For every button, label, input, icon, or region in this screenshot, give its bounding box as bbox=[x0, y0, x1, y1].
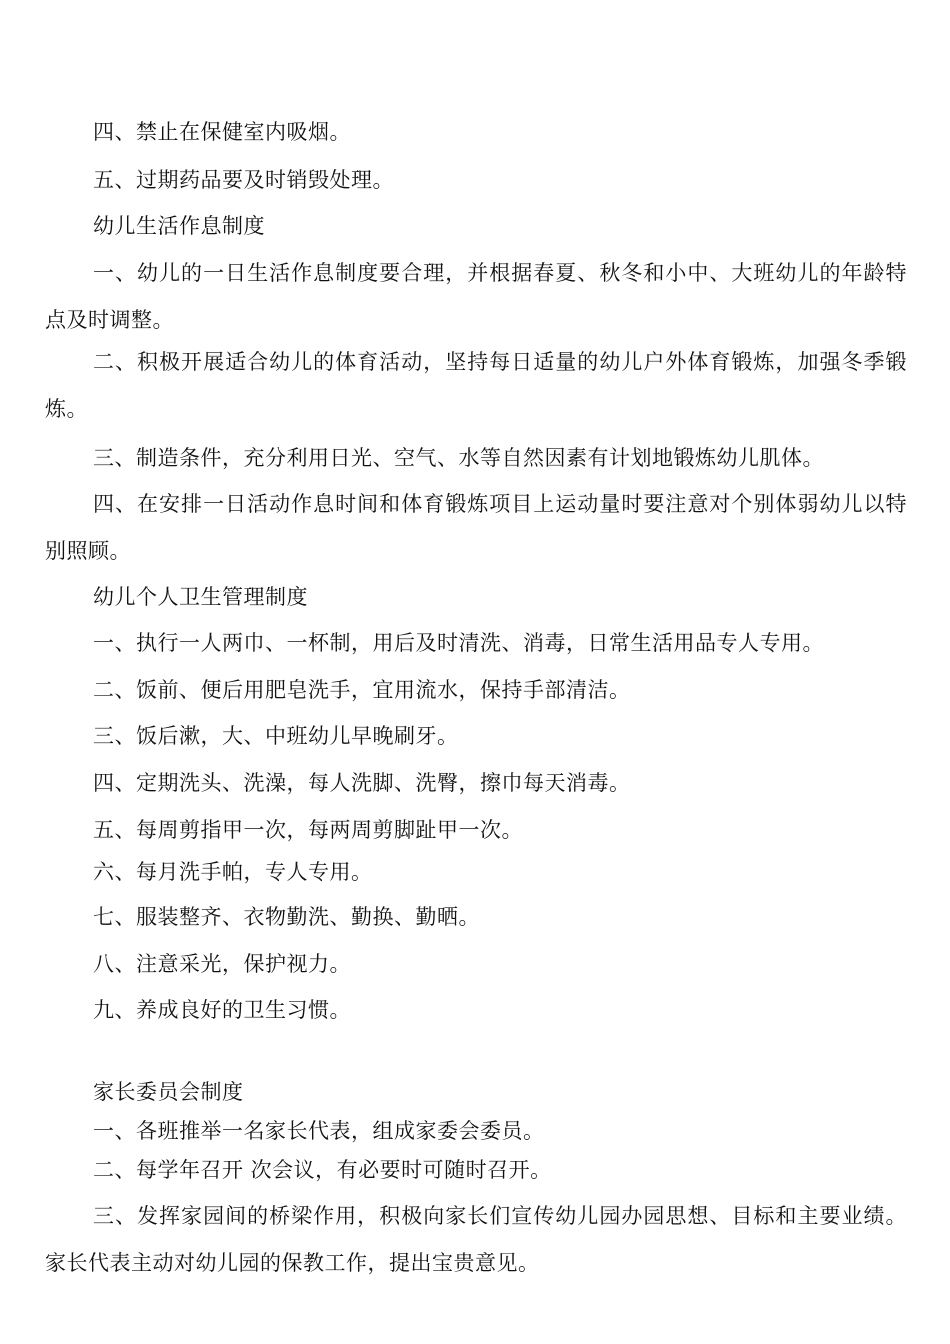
paragraph: 四、禁止在保健室内吸烟。 bbox=[93, 120, 351, 144]
paragraph: 二、积极开展适合幼儿的体育活动，坚持每日适量的幼儿户外体育锻炼，加强冬季锻炼。 bbox=[45, 350, 907, 421]
paragraph: 六、每月洗手帕，专人专用。 bbox=[93, 860, 373, 884]
paragraph: 九、养成良好的卫生习惯。 bbox=[93, 998, 351, 1022]
paragraph: 四、在安排一日活动作息时间和体育锻炼项目上运动量时要注意对个别体弱幼儿以特别照顾。 bbox=[45, 492, 907, 563]
paragraph: 二、饭前、便后用肥皂洗手，宜用流水，保持手部清洁。 bbox=[93, 678, 631, 702]
paragraph: 三、制造条件，充分利用日光、空气、水等自然因素有计划地锻炼幼儿肌体。 bbox=[93, 446, 824, 470]
paragraph: 二、每学年召开 次会议，有必要时可随时召开。 bbox=[93, 1158, 552, 1182]
paragraph: 五、每周剪指甲一次，每两周剪脚趾甲一次。 bbox=[93, 818, 523, 842]
section-heading: 幼儿个人卫生管理制度 bbox=[93, 585, 308, 609]
paragraph: 五、过期药品要及时销毁处理。 bbox=[93, 168, 394, 192]
paragraph: 三、发挥家园间的桥梁作用，积极向家长们宣传幼儿园办园思想、目标和主要业绩。家长代表主动对幼儿园的保教工作，提出宝贵意见。 bbox=[45, 1204, 907, 1275]
section-heading: 家长委员会制度 bbox=[93, 1080, 244, 1104]
paragraph: 七、服装整齐、衣物勤洗、勤换、勤晒。 bbox=[93, 905, 480, 929]
paragraph: 三、饭后漱，大、中班幼儿早晚刷牙。 bbox=[93, 724, 459, 748]
paragraph: 八、注意采光，保护视力。 bbox=[93, 952, 351, 976]
paragraph: 四、定期洗头、洗澡，每人洗脚、洗臀，擦巾每天消毒。 bbox=[93, 771, 631, 795]
paragraph: 一、各班推举一名家长代表，组成家委会委员。 bbox=[93, 1119, 545, 1143]
section-heading: 幼儿生活作息制度 bbox=[93, 214, 265, 238]
paragraph: 一、幼儿的一日生活作息制度要合理，并根据春夏、秋冬和小中、大班幼儿的年龄特点及时调整。 bbox=[45, 261, 907, 332]
paragraph: 一、执行一人两巾、一杯制，用后及时清洗、消毒，日常生活用品专人专用。 bbox=[93, 631, 824, 655]
